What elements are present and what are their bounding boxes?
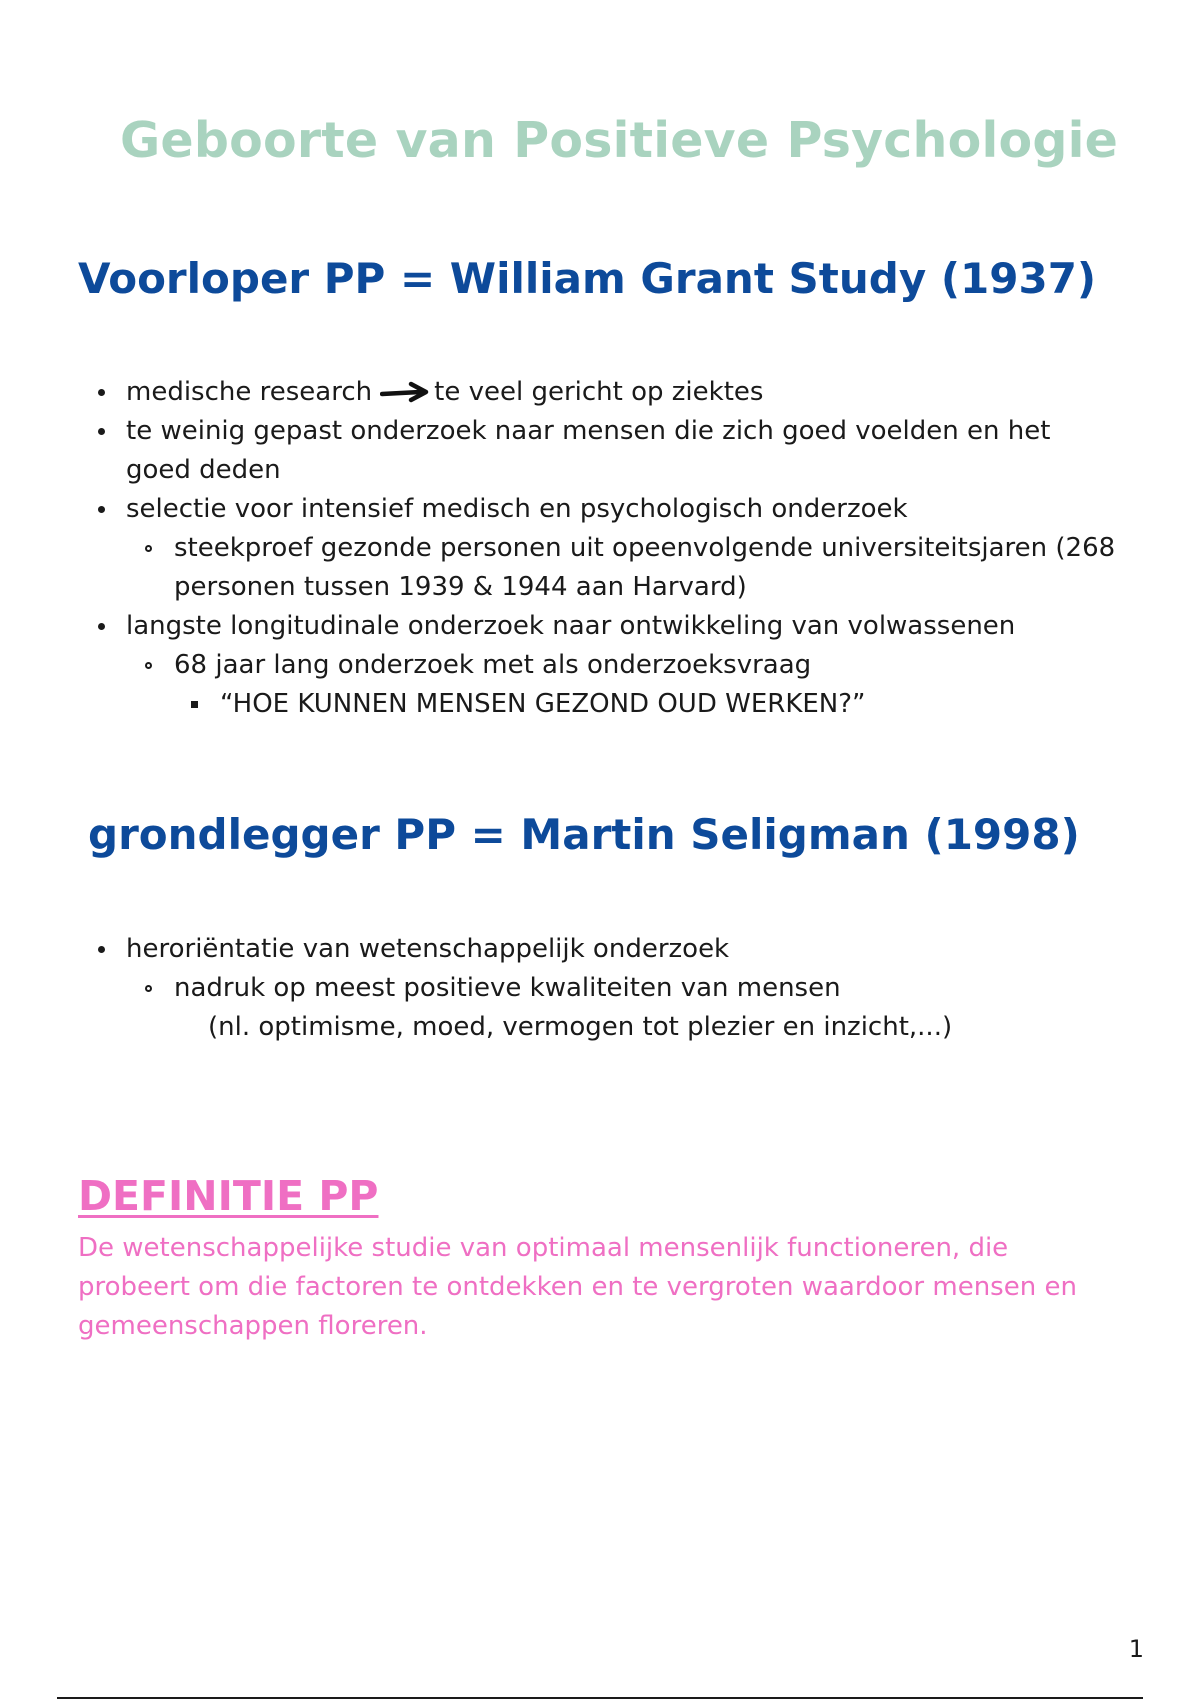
list-item: [78, 969, 1118, 1008]
list-item: [78, 529, 1118, 607]
list-item: [78, 373, 1118, 412]
bullet-disc-icon: [98, 623, 105, 630]
bullet-disc-icon: [98, 428, 105, 435]
list-item: [78, 930, 1118, 969]
list-item-text: medische research: [126, 377, 373, 407]
arrow-right-icon: [380, 379, 430, 405]
definition-heading: DEFINITIE PP: [78, 1172, 379, 1220]
list-item-text: heroriëntatie van wetenschappelijk onderzoek: [126, 934, 730, 964]
seligman-list: [78, 930, 1118, 1047]
page-title: Geboorte van Positieve Psychologie: [120, 112, 1119, 169]
list-item-text: te weinig gepast onderzoek naar mensen die zich goed voelden en het goed deden: [126, 416, 1051, 485]
bullet-disc-icon: [98, 506, 105, 513]
list-item-text: langste longitudinale onderzoek naar ontwikkeling van volwassenen: [126, 611, 1016, 641]
section-heading-william-grant: Voorloper PP = William Grant Study (1937): [78, 254, 1097, 303]
bullet-circle-icon: [145, 985, 152, 992]
bullet-circle-icon: [145, 545, 152, 552]
william-grant-list: [78, 373, 1118, 724]
bullet-circle-icon: [145, 662, 152, 669]
list-item-text: steekproef gezonde personen uit opeenvolgende universiteitsjaren (268 personen tussen 1939 & 1944 aan Harvard): [174, 533, 1116, 602]
bullet-disc-icon: [98, 389, 105, 396]
list-item-text: selectie voor intensief medisch en psychologisch onderzoek: [126, 494, 908, 524]
list-item-text: nadruk op meest positieve kwaliteiten van mensen: [174, 973, 841, 1003]
list-item: [78, 646, 1118, 685]
definition-text: De wetenschappelijke studie van optimaal mensenlijk functioneren, die probeert om die factoren te ontdekken en te vergroten waardoor mensen en gemeenschappen floreren.: [78, 1233, 1077, 1341]
list-item-text: (nl. optimisme, moed, vermogen tot plezier en inzicht,...): [208, 1012, 953, 1042]
list-item: [78, 685, 1118, 724]
list-item: [78, 490, 1118, 529]
list-item-text: 68 jaar lang onderzoek met als onderzoeksvraag: [174, 650, 812, 680]
list-item: [78, 412, 1118, 490]
bullet-square-icon: [191, 701, 198, 708]
list-item: [78, 607, 1118, 646]
footer-divider: [57, 1697, 1143, 1699]
list-item-text: “HOE KUNNEN MENSEN GEZOND OUD WERKEN?”: [220, 689, 866, 719]
bullet-disc-icon: [98, 946, 105, 953]
list-item-text: te veel gericht op ziektes: [434, 377, 764, 407]
section-heading-seligman: grondlegger PP = Martin Seligman (1998): [88, 810, 1080, 859]
list-item: [78, 1008, 1118, 1047]
page-number: 1: [1128, 1635, 1144, 1663]
